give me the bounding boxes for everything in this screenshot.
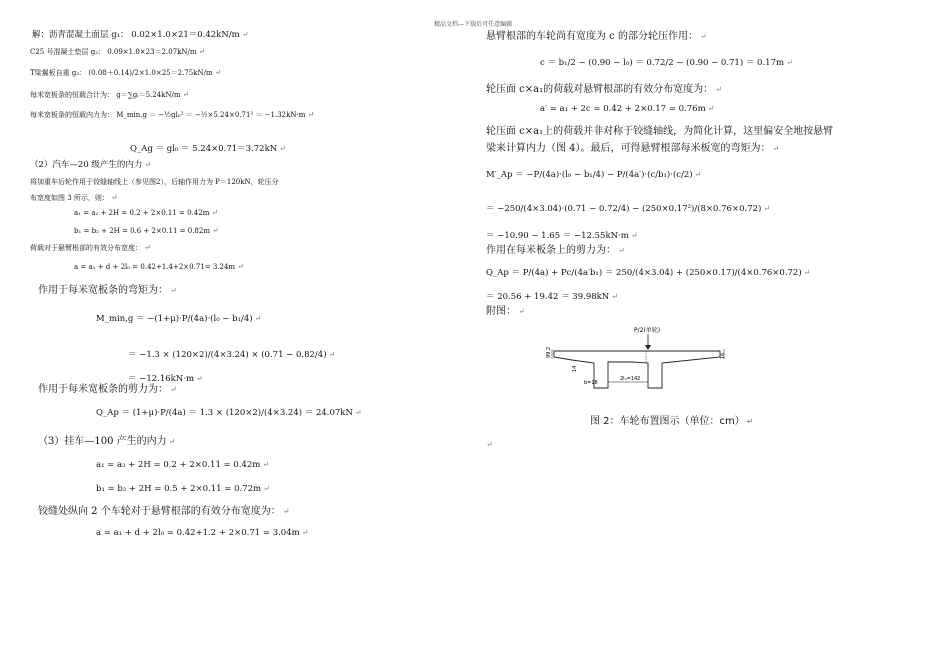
appendix-figure-label: 附图： ↵ — [486, 306, 525, 317]
figure-caption: 图 2：车轮布置图示（单位：cm） ↵ — [590, 416, 754, 427]
asymmetric-load-text-2: 梁来计算内力（图 4）。最后，可得悬臂根部每米板宽的弯矩为： ↵ — [486, 143, 780, 154]
truck-moment-result: ＝ −12.16kN·m ↵ — [128, 374, 203, 384]
truck-moment-label: 作用于每米宽板条的弯矩为： ↵ — [38, 285, 177, 296]
truck-load-text-2: 布宽度如图 3 所示，则： ↵ — [30, 193, 118, 202]
a-prime-formula: a′ = a₁ + 2c = 0.42 + 2×0.17 = 0.76m ↵ — [540, 104, 715, 114]
moment-substitution: ＝ −250/(4×3.04)·(0.71 − 0.72/4) − (250×0.17²)/(8×0.76×0.72) ↵ — [486, 204, 771, 214]
truck-b1-formula: b₁ = b₂ + 2H = 0.6 + 2×0.11 = 0.82m ↵ — [74, 226, 219, 235]
dead-load-concrete: C25 号混凝土垫层 g₂： 0.09×1.0×23＝2.07kN/m ↵ — [30, 47, 206, 56]
trailer-width-label: 铰缝处纵向 2 个车轮对于悬臂根部的有效分布宽度为： ↵ — [38, 506, 290, 517]
paragraph-mark: ↵ — [486, 440, 493, 449]
figure-load-label: P/2(单轮) — [634, 327, 661, 334]
left-dimension-label: 99.2 — [546, 346, 552, 358]
asymmetric-load-text-1: 轮压面 c×a₁上的荷载并非对称于铰缝轴线，为简化计算，这里偏安全地按悬臂 — [486, 126, 834, 137]
dead-load-shear: Q_Ag ＝ gl₀ ＝ 5.24×0.71＝3.72kN ↵ — [130, 144, 286, 154]
trailer-a-formula: a = a₁ + d + 2l₀ = 0.42+1.2 + 2×0.71 = 3.04m ↵ — [96, 528, 309, 538]
span-dimension-label: 2l₀=142 — [620, 376, 641, 382]
dead-load-asphalt: 解：沥青混凝土面层 g₁： 0.02×1.0×21＝0.42kN/m ↵ — [32, 30, 249, 40]
shear-result: ＝ 20.56 + 19.42 ＝ 39.98kN ↵ — [486, 292, 618, 302]
c-formula: c ＝ b₁/2 − (0.90 − l₀) ＝ 0.72/2 − (0.90 − 0.71) ＝ 0.17m ↵ — [540, 58, 793, 68]
effective-width-text: 轮压面 c×a₁的荷载对悬臂根部的有效分布宽度为： ↵ — [486, 84, 722, 95]
truck-moment-substitution: ＝ −1.3 × (120×2)/(4×3.24) × (0.71 − 0.82/4) ↵ — [128, 350, 336, 360]
right-dimension-label: 16 — [720, 352, 726, 359]
trailer-b1-formula: b₁ = b₂ + 2H = 0.5 + 2×0.11 = 0.72m ↵ — [96, 484, 270, 494]
t-beam-cross-section — [554, 351, 720, 388]
dead-load-moment: 每米宽板条的恒载内力为： M_min,g ＝ −½gl₀² ＝ −½×5.24×0.71² ＝ −1.32kN·m ↵ — [30, 110, 315, 119]
truck-moment-formula: M_min,g ＝ −(1+μ)·P/(4a)·(l₀ − b₁/4) ↵ — [96, 314, 262, 324]
section-heading-trailer: （3）挂车—100 产生的内力 ↵ — [38, 436, 176, 447]
wheel-layout-figure — [548, 326, 728, 394]
header-note: 精品文档---下载后可任意编辑 — [434, 21, 513, 28]
truck-width-label: 荷载对于悬臂根部的有效分布宽度： ↵ — [30, 243, 151, 252]
dead-load-total: 每米宽板条的恒载合计为： g＝∑gᵢ＝5.24kN/m ↵ — [30, 90, 190, 99]
cantilever-partial-load-text: 悬臂根部的车轮尚有宽度为 c 的部分轮压作用： ↵ — [486, 31, 707, 42]
section-heading-truck: （2）汽车—20 级产生的内力 ↵ — [30, 160, 152, 170]
load-arrow-head — [645, 345, 651, 350]
dead-load-flange: T梁翼板自重 g₃： (0.08＋0.14)/2×1.0×25＝2.75kN/m ↵ — [30, 68, 222, 77]
height-dimension-label: 14 — [572, 365, 578, 372]
truck-a-formula: a = a₁ + d + 2l₀ = 0.42+1.4+2×0.71= 3.24m ↵ — [74, 262, 244, 271]
web-width-label: b=18 — [584, 380, 598, 386]
shear-label: 作用在每米板条上的剪力为： ↵ — [486, 245, 625, 256]
moment-result: ＝ −10.90 − 1.65 ＝ −12.55kN·m ↵ — [486, 231, 638, 241]
truck-a1-formula: a₁ = a₂ + 2H = 0.2 + 2×0.11 = 0.42m ↵ — [74, 208, 219, 217]
shear-formula: Q_Ap ＝ P/(4a) + Pc/(4a′b₁) ＝ 250/(4×3.04) + (250×0.17)/(4×0.76×0.72) ↵ — [486, 268, 811, 278]
trailer-a1-formula: a₁ = a₂ + 2H = 0.2 + 2×0.11 = 0.42m ↵ — [96, 460, 270, 470]
truck-shear-label: 作用于每米宽板条的剪力为： ↵ — [38, 384, 177, 395]
truck-shear-formula: Q_Ap ＝ (1+μ)·P/(4a) ＝ 1.3 × (120×2)/(4×3.24) ＝ 24.07kN ↵ — [96, 408, 362, 418]
truck-load-text-1: 将加重车后轮作用于铰缝轴线上（参见图2），后轴作用力为 P＝120kN，轮压分 — [30, 178, 279, 186]
moment-formula: M′_Ap ＝ −P/(4a)·(l₀ − b₁/4) − P/(4a′)·(c/b₁)·(c/2) ↵ — [486, 170, 702, 180]
